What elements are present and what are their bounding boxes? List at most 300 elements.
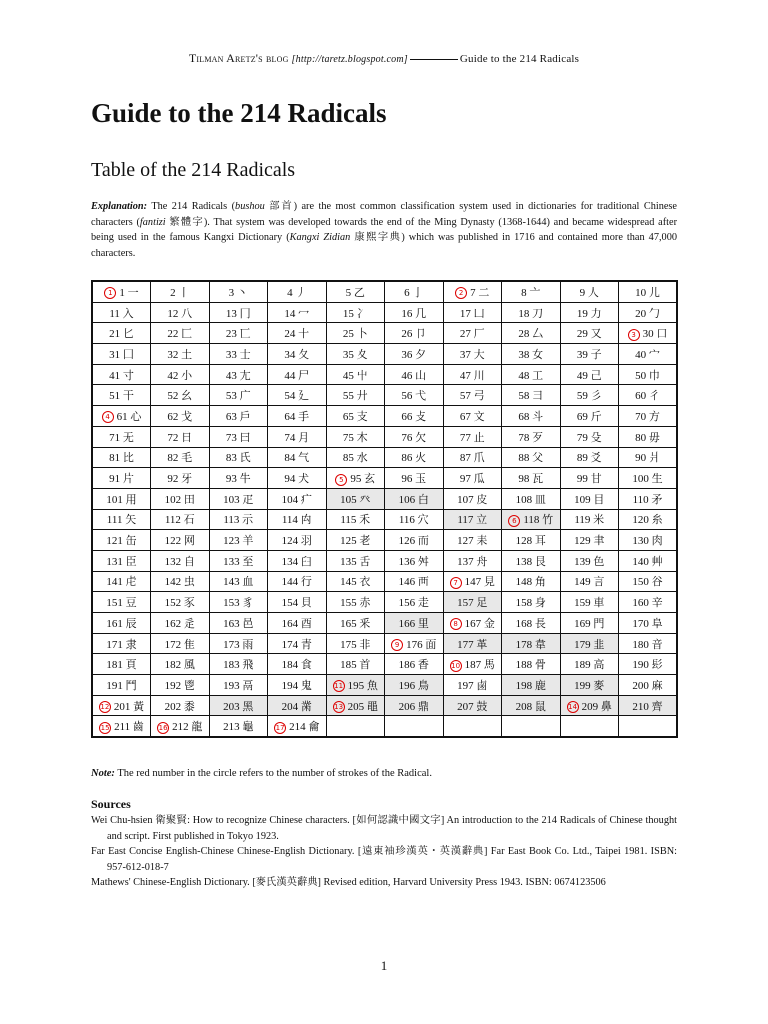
table-row xyxy=(92,592,677,613)
radical-cell xyxy=(560,695,619,716)
radical-cell xyxy=(326,344,385,365)
radical-cell xyxy=(92,530,151,551)
radical-character: 玄 xyxy=(364,473,376,486)
radical-number: 138 xyxy=(515,555,533,568)
radical-character: 龍 xyxy=(191,721,203,734)
stroke-count-circle: 3 xyxy=(628,329,640,341)
table-row xyxy=(92,488,677,509)
radical-number: 40 xyxy=(635,348,647,361)
radical-character: 父 xyxy=(532,452,544,465)
radical-character: 肉 xyxy=(651,535,663,548)
radical-character: 黽 xyxy=(366,700,378,713)
radical-cell xyxy=(268,695,327,716)
radical-number: 38 xyxy=(518,348,530,361)
radical-cell xyxy=(443,281,502,302)
radical-character: 川 xyxy=(473,369,485,382)
radical-character: 巾 xyxy=(648,369,660,382)
radical-number: 32 xyxy=(167,348,179,361)
radical-character: 八 xyxy=(181,307,193,320)
table-row xyxy=(92,364,677,385)
radical-cell xyxy=(151,695,210,716)
table-row xyxy=(92,550,677,571)
radical-cell xyxy=(619,281,678,302)
radical-number: 195 xyxy=(347,679,365,692)
radical-character: 禸 xyxy=(300,514,312,527)
radical-cell xyxy=(619,447,678,468)
radical-character: 矢 xyxy=(125,514,137,527)
radical-number: 156 xyxy=(398,597,416,610)
radical-character: 气 xyxy=(298,452,310,465)
radical-cell xyxy=(443,592,502,613)
radical-number: 114 xyxy=(281,514,298,527)
radical-character: 勹 xyxy=(648,307,660,320)
radical-number: 146 xyxy=(398,576,416,589)
radical-number: 37 xyxy=(459,348,471,361)
radical-number: 3 xyxy=(228,286,235,299)
radical-character: 歹 xyxy=(532,431,544,444)
radical-character: 齒 xyxy=(132,721,144,734)
radical-number: 172 xyxy=(164,638,182,651)
radical-character: 貝 xyxy=(300,597,312,610)
radical-number: 81 xyxy=(109,452,121,465)
radical-character: 殳 xyxy=(590,431,602,444)
radical-character: 老 xyxy=(359,535,371,548)
radical-character: 皮 xyxy=(476,493,488,506)
radical-cell xyxy=(502,281,561,302)
radical-character: 雨 xyxy=(242,638,254,651)
radical-cell xyxy=(209,302,268,323)
radical-number: 36 xyxy=(401,348,413,361)
radical-number: 115 xyxy=(340,514,357,527)
radical-number: 112 xyxy=(164,514,181,527)
radical-number: 74 xyxy=(284,431,296,444)
radical-character: 囗 xyxy=(122,348,134,361)
radical-number: 92 xyxy=(167,473,179,486)
radical-cell xyxy=(209,530,268,551)
radical-cell xyxy=(443,571,502,592)
radical-character: 隹 xyxy=(183,638,195,651)
radical-character: 馬 xyxy=(483,659,495,672)
radical-cell xyxy=(92,488,151,509)
radical-cell xyxy=(151,488,210,509)
radical-number: 202 xyxy=(164,700,182,713)
radical-character: 血 xyxy=(242,576,254,589)
radical-cell xyxy=(619,675,678,696)
radical-number: 143 xyxy=(223,576,240,589)
radical-cell xyxy=(209,385,268,406)
radical-number: 121 xyxy=(106,535,123,548)
radical-character: 臣 xyxy=(125,555,137,568)
radical-cell xyxy=(268,447,327,468)
radical-character: 瓦 xyxy=(532,473,544,486)
radical-number: 68 xyxy=(518,410,530,423)
radical-character: 水 xyxy=(356,452,368,465)
radical-number: 169 xyxy=(574,617,591,630)
radical-cell xyxy=(209,613,268,634)
table-row xyxy=(92,406,677,427)
radical-character: 干 xyxy=(122,390,134,403)
radical-character: 色 xyxy=(593,555,605,568)
radical-character: 金 xyxy=(483,617,495,630)
radical-character: 大 xyxy=(473,348,485,361)
header-title: Guide to the 214 Radicals xyxy=(459,53,580,65)
radical-character: 月 xyxy=(298,431,310,444)
radical-character: 土 xyxy=(181,348,193,361)
radical-cell xyxy=(619,323,678,344)
radical-character: 首 xyxy=(359,659,371,672)
radical-character: 韭 xyxy=(593,638,605,651)
radical-cell xyxy=(385,468,444,489)
section-title: Table of the 214 Radicals xyxy=(91,159,296,181)
radical-character: 疋 xyxy=(242,493,254,506)
radical-number: 28 xyxy=(518,328,530,341)
table-row xyxy=(92,447,677,468)
explanation-segment: 繁體字). That system was developed towards the end of the Ming Dynasty (1368-1644) and became widespread after being used in the famous Kangxi Dictionary ( xyxy=(91,216,677,243)
radical-character: 行 xyxy=(300,576,312,589)
radical-cell xyxy=(560,281,619,302)
radical-number: 90 xyxy=(635,452,647,465)
radical-number: 4 xyxy=(287,286,293,299)
radical-number: 6 xyxy=(404,286,410,299)
radical-cell xyxy=(385,281,444,302)
radical-number: 204 xyxy=(281,700,299,713)
radical-character: 黑 xyxy=(242,700,254,713)
radical-number: 149 xyxy=(574,576,591,589)
radical-number: 107 xyxy=(457,493,474,506)
radical-number: 113 xyxy=(223,514,240,527)
radical-cell xyxy=(151,364,210,385)
radical-cell xyxy=(385,716,444,737)
radical-character: 冖 xyxy=(298,307,310,320)
radical-character: 曰 xyxy=(239,431,251,444)
radical-cell xyxy=(443,509,502,530)
radical-cell xyxy=(443,675,502,696)
radical-number: 180 xyxy=(632,638,649,651)
table-row xyxy=(92,571,677,592)
radical-character: 癶 xyxy=(359,493,371,506)
radical-cell xyxy=(326,675,385,696)
radical-character: 面 xyxy=(425,638,437,651)
radical-number: 213 xyxy=(223,721,240,734)
radical-character: 寸 xyxy=(122,369,134,382)
radical-cell xyxy=(268,550,327,571)
radical-number: 25 xyxy=(342,328,354,341)
radical-character: 青 xyxy=(300,638,312,651)
radical-cell xyxy=(619,364,678,385)
radical-cell xyxy=(502,571,561,592)
radical-number: 196 xyxy=(398,679,416,692)
radical-character: 辛 xyxy=(651,597,663,610)
radical-character: 凵 xyxy=(473,307,485,320)
radical-character: 襾 xyxy=(417,576,429,589)
radical-number: 19 xyxy=(576,307,588,320)
radical-cell xyxy=(151,344,210,365)
radical-character: 禾 xyxy=(359,514,371,527)
radical-cell xyxy=(268,302,327,323)
sources-list xyxy=(91,813,677,891)
radical-character: 耳 xyxy=(534,535,546,548)
explanation-term: bushou xyxy=(235,201,265,212)
table-row xyxy=(92,654,677,675)
radical-number: 99 xyxy=(576,473,588,486)
radical-cell xyxy=(151,654,210,675)
radical-character: 臼 xyxy=(300,555,312,568)
table-note xyxy=(91,768,432,779)
radical-character: 力 xyxy=(590,307,602,320)
radical-number: 171 xyxy=(106,638,123,651)
radical-number: 105 xyxy=(340,493,357,506)
table-row xyxy=(92,281,677,302)
radical-character: 鬲 xyxy=(242,679,254,692)
radical-cell xyxy=(268,323,327,344)
radical-number: 31 xyxy=(109,348,121,361)
radical-character: 人 xyxy=(587,286,599,299)
radical-character: 夂 xyxy=(298,348,310,361)
radical-number: 52 xyxy=(167,390,179,403)
radical-character: 立 xyxy=(476,514,488,527)
radical-cell xyxy=(92,675,151,696)
radical-character: 穴 xyxy=(417,514,429,527)
radical-number: 58 xyxy=(518,390,530,403)
radical-character: 示 xyxy=(242,514,254,527)
radical-number: 89 xyxy=(576,452,588,465)
radical-cell xyxy=(443,447,502,468)
radical-number: 11 xyxy=(109,307,120,320)
radical-number: 209 xyxy=(581,700,599,713)
radical-number: 170 xyxy=(632,617,649,630)
radical-character: 而 xyxy=(417,535,429,548)
radical-number: 208 xyxy=(515,700,533,713)
radical-character: 走 xyxy=(417,597,429,610)
radical-character: 方 xyxy=(648,410,660,423)
radical-character: 鬯 xyxy=(183,679,195,692)
radical-character: 鹿 xyxy=(534,679,546,692)
table-row xyxy=(92,323,677,344)
radical-character: 手 xyxy=(298,410,310,423)
radical-number: 7 xyxy=(470,286,476,299)
radical-character: 田 xyxy=(183,493,195,506)
radical-character: 虍 xyxy=(125,576,137,589)
stroke-count-circle: 4 xyxy=(102,411,114,423)
radical-number: 182 xyxy=(164,659,182,672)
radical-character: 辵 xyxy=(183,617,195,630)
radical-cell xyxy=(92,571,151,592)
radical-character: 止 xyxy=(473,431,485,444)
radical-character: 舛 xyxy=(417,555,429,568)
table-row xyxy=(92,633,677,654)
sources-heading: Sources xyxy=(91,797,131,811)
radical-cell xyxy=(560,550,619,571)
radical-number: 175 xyxy=(340,638,357,651)
radical-cell xyxy=(268,364,327,385)
radical-character: 見 xyxy=(483,576,495,589)
radical-number: 69 xyxy=(576,410,588,423)
radical-number: 155 xyxy=(340,597,357,610)
radical-number: 152 xyxy=(164,597,182,610)
radical-character: 缶 xyxy=(125,535,137,548)
radical-number: 201 xyxy=(113,700,131,713)
radical-number: 148 xyxy=(515,576,533,589)
radical-cell xyxy=(209,281,268,302)
radical-cell xyxy=(385,654,444,675)
radical-number: 9 xyxy=(579,286,586,299)
radical-character: 廴 xyxy=(298,390,310,403)
radical-cell xyxy=(209,695,268,716)
radical-character: 夕 xyxy=(415,348,427,361)
radical-character: 風 xyxy=(183,659,195,672)
radical-number: 15 xyxy=(342,307,354,320)
radical-character: 爿 xyxy=(648,452,660,465)
radical-cell xyxy=(443,613,502,634)
radical-character: 欠 xyxy=(415,431,427,444)
radical-character: 几 xyxy=(415,307,427,320)
radical-cell xyxy=(619,344,678,365)
radical-cell xyxy=(619,654,678,675)
radical-number: 100 xyxy=(632,473,649,486)
radical-character: 魚 xyxy=(366,679,378,692)
page-title: Guide to the 214 Radicals xyxy=(91,98,387,128)
radical-number: 1 xyxy=(119,286,125,299)
radical-cell xyxy=(443,406,502,427)
source-item: Wei Chu-hsien 衛聚賢: How to recognize Chinese characters. [如何認識中國文字] An introduction to the 214 Radicals of Chinese thought and script. First published in Tokyo 1923. xyxy=(91,815,677,842)
radical-cell xyxy=(326,716,385,737)
radical-character: 网 xyxy=(183,535,195,548)
radical-number: 189 xyxy=(574,659,591,672)
radical-character: 廾 xyxy=(356,390,368,403)
radical-number: 103 xyxy=(223,493,240,506)
radical-cell xyxy=(502,509,561,530)
radical-number: 184 xyxy=(281,659,299,672)
radical-character: 至 xyxy=(242,555,254,568)
radical-cell xyxy=(209,571,268,592)
radical-cell xyxy=(268,675,327,696)
radical-character: 赤 xyxy=(359,597,371,610)
radical-cell xyxy=(560,488,619,509)
radical-cell xyxy=(209,675,268,696)
radical-character: 飛 xyxy=(242,659,254,672)
radical-number: 160 xyxy=(632,597,649,610)
radical-cell xyxy=(385,385,444,406)
radical-character: 戈 xyxy=(181,410,193,423)
radical-number: 133 xyxy=(223,555,240,568)
radical-character: 骨 xyxy=(534,659,546,672)
radical-cell xyxy=(268,571,327,592)
radical-number: 191 xyxy=(106,679,123,692)
radical-character: 非 xyxy=(359,638,371,651)
radical-cell xyxy=(443,364,502,385)
radical-character: 尢 xyxy=(239,369,251,382)
radical-cell xyxy=(560,302,619,323)
radical-cell xyxy=(560,364,619,385)
radical-cell xyxy=(326,426,385,447)
radical-number: 131 xyxy=(106,555,123,568)
radical-cell xyxy=(560,613,619,634)
running-header xyxy=(0,51,768,66)
radical-number: 88 xyxy=(518,452,530,465)
radical-cell xyxy=(560,468,619,489)
radical-cell xyxy=(209,633,268,654)
radical-character: 髟 xyxy=(651,659,663,672)
radical-cell xyxy=(385,344,444,365)
radical-cell xyxy=(326,654,385,675)
radical-character: 广 xyxy=(239,390,251,403)
radical-character: 片 xyxy=(122,473,134,486)
radical-number: 158 xyxy=(515,597,533,610)
radical-number: 64 xyxy=(284,410,296,423)
radical-number: 120 xyxy=(632,514,649,527)
radical-number: 54 xyxy=(284,390,296,403)
radical-cell xyxy=(92,364,151,385)
radical-cell xyxy=(560,654,619,675)
radical-character: 宀 xyxy=(648,348,660,361)
radical-cell xyxy=(326,302,385,323)
radical-number: 60 xyxy=(635,390,647,403)
radical-number: 145 xyxy=(340,576,357,589)
radical-character: 厶 xyxy=(532,328,544,341)
stroke-count-circle: 14 xyxy=(568,703,578,712)
radical-cell xyxy=(92,344,151,365)
radical-character: 鹵 xyxy=(476,679,488,692)
radical-number: 21 xyxy=(109,328,121,341)
radical-number: 76 xyxy=(401,431,413,444)
header-url[interactable]: [http://taretz.blogspot.com] xyxy=(291,54,408,65)
radical-number: 80 xyxy=(635,431,647,444)
radical-character: 豸 xyxy=(242,597,254,610)
radical-cell xyxy=(209,406,268,427)
radical-character: 女 xyxy=(532,348,544,361)
radical-character: 白 xyxy=(417,493,429,506)
radical-number: 50 xyxy=(635,369,647,382)
radical-cell xyxy=(326,488,385,509)
table-row xyxy=(92,695,677,716)
radical-cell xyxy=(209,716,268,737)
radical-cell xyxy=(326,530,385,551)
radical-number: 35 xyxy=(342,348,354,361)
radical-cell xyxy=(502,550,561,571)
radical-number: 61 xyxy=(116,410,128,423)
radical-number: 87 xyxy=(459,452,471,465)
radical-character: 乙 xyxy=(353,286,365,299)
radical-character: 匸 xyxy=(239,328,251,341)
radical-cell xyxy=(560,571,619,592)
radical-cell xyxy=(268,344,327,365)
radical-number: 79 xyxy=(576,431,588,444)
radical-number: 178 xyxy=(515,638,533,651)
radical-character: 高 xyxy=(593,659,605,672)
radical-cell xyxy=(502,426,561,447)
radical-cell xyxy=(502,385,561,406)
radical-character: 艸 xyxy=(651,555,663,568)
radical-number: 70 xyxy=(635,410,647,423)
radical-number: 179 xyxy=(574,638,591,651)
radical-cell xyxy=(619,426,678,447)
radical-cell xyxy=(443,302,502,323)
radical-cell xyxy=(92,426,151,447)
radical-number: 65 xyxy=(342,410,354,423)
radical-character: 食 xyxy=(300,659,312,672)
table-row xyxy=(92,530,677,551)
radical-cell xyxy=(92,406,151,427)
radical-character: 衣 xyxy=(359,576,371,589)
radical-number: 150 xyxy=(632,576,649,589)
radical-number: 51 xyxy=(109,390,121,403)
note-text: The red number in the circle refers to the number of strokes of the Radical. xyxy=(114,768,432,779)
radical-character: 羽 xyxy=(300,535,312,548)
radical-number: 2 xyxy=(170,286,176,299)
radical-number: 83 xyxy=(225,452,237,465)
radical-number: 46 xyxy=(401,369,413,382)
radical-number: 67 xyxy=(459,410,471,423)
